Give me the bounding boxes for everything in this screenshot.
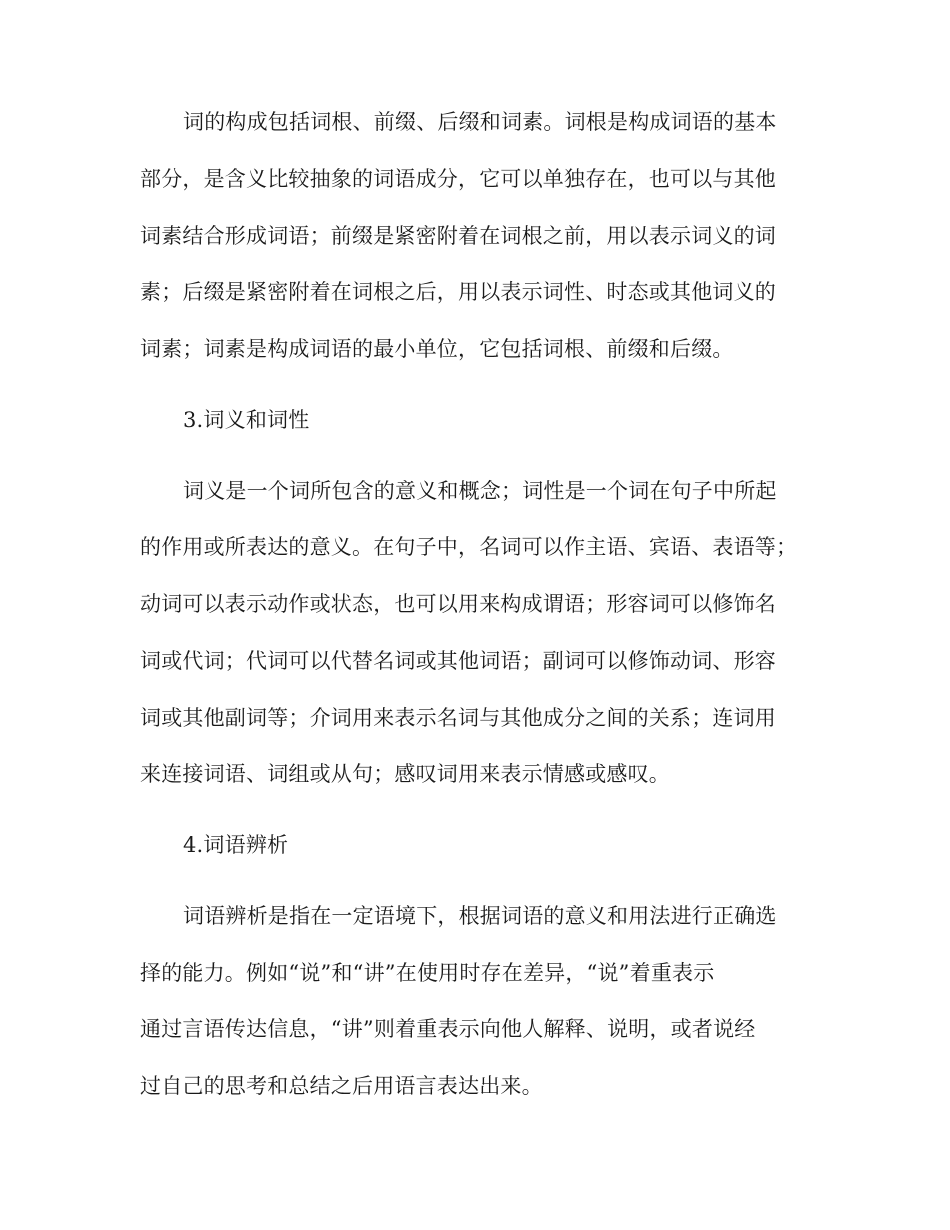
- paragraph-1-line-4: 素；后缀是紧密附着在词根之后，用以表示词性、时态或其他词义的: [140, 280, 776, 304]
- paragraph-2-line-5: 词或其他副词等；介词用来表示名词与其他成分之间的关系；连词用: [140, 706, 776, 730]
- paragraph-3-line-1: 词语辨析是指在一定语境下，根据词语的意义和用法进行正确选: [183, 904, 777, 928]
- paragraph-2-line-1: 词义是一个词所包含的意义和概念；词性是一个词在句子中所起: [183, 479, 777, 503]
- section-heading-4: 4.词语辨析: [183, 833, 289, 857]
- paragraph-3-line-3: 通过言语传达信息，“讲”则着重表示向他人解释、说明，或者说经: [140, 1017, 756, 1041]
- paragraph-1-line-2: 部分，是含义比较抽象的词语成分，它可以单独存在，也可以与其他: [140, 167, 776, 191]
- paragraph-3-line-4: 过自己的思考和总结之后用语言表达出来。: [140, 1074, 543, 1098]
- paragraph-3-line-2: 择的能力。例如“说”和“讲”在使用时存在差异，“说”着重表示: [140, 961, 715, 985]
- paragraph-1-line-5: 词素；词素是构成词语的最小单位，它包括词根、前缀和后缀。: [140, 337, 734, 361]
- paragraph-2-line-2: 的作用或所表达的意义。在句子中，名词可以作主语、宾语、表语等；: [140, 535, 798, 559]
- paragraph-2-line-6: 来连接词语、词组或从句；感叹词用来表示情感或感叹。: [140, 762, 670, 786]
- paragraph-2-line-4: 词或代词；代词可以代替名词或其他词语；副词可以修饰动词、形容: [140, 649, 776, 673]
- paragraph-2-line-3: 动词可以表示动作或状态，也可以用来构成谓语；形容词可以修饰名: [140, 592, 776, 616]
- section-heading-3: 3.词义和词性: [183, 408, 310, 432]
- paragraph-1-line-1: 词的构成包括词根、前缀、后缀和词素。词根是构成词语的基本: [183, 110, 777, 134]
- paragraph-1-line-3: 词素结合形成词语；前缀是紧密附着在词根之前，用以表示词义的词: [140, 224, 776, 248]
